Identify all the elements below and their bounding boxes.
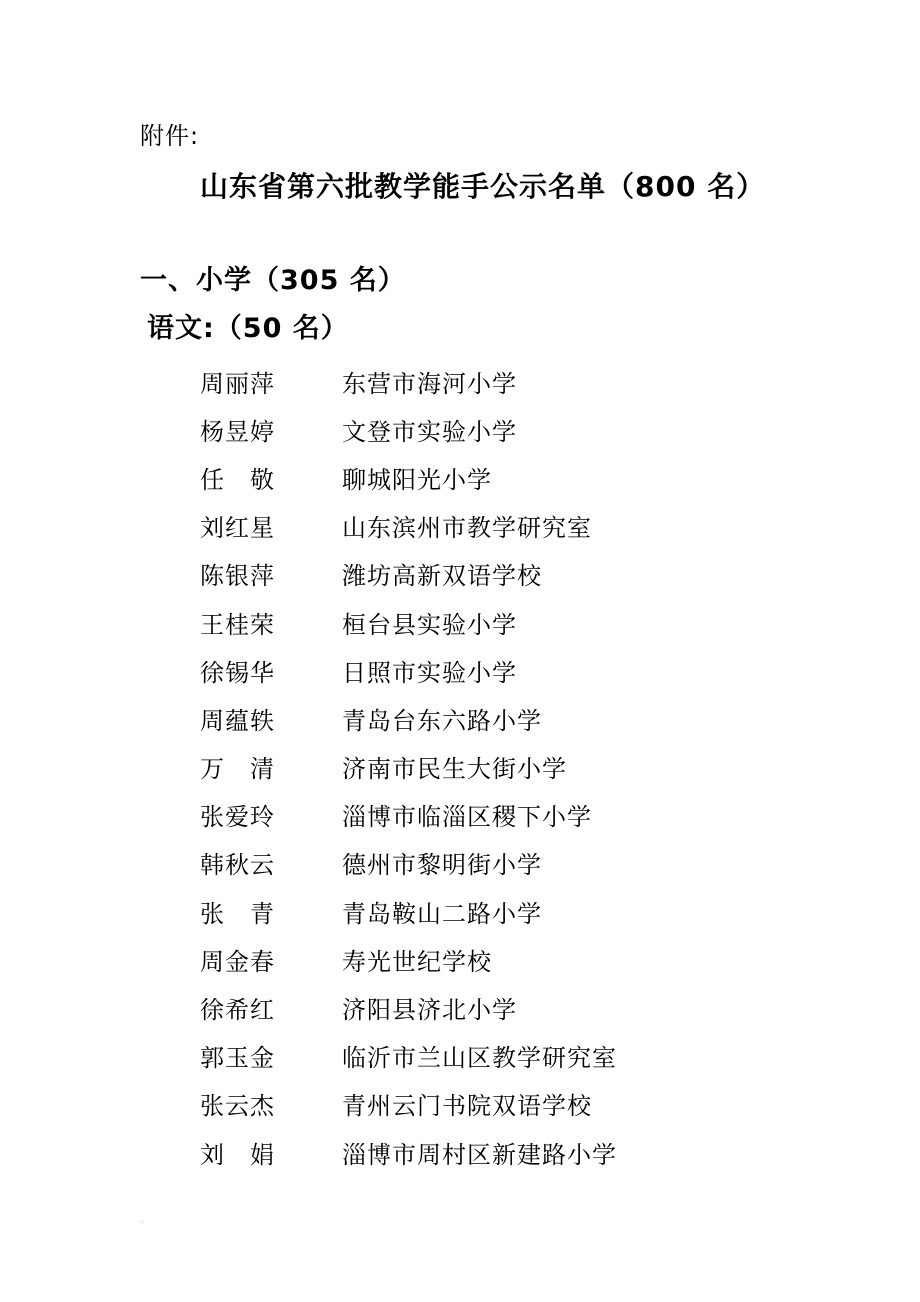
document-title: 山东省第六批教学能手公示名单（800 名） [200,170,766,203]
roster-row [200,550,840,598]
roster-row [200,1032,840,1080]
school-name: 淄博市周村区新建路小学 [342,1140,617,1169]
roster-row [200,646,840,694]
roster-row [200,453,840,501]
school-name: 日照市实验小学 [342,658,517,687]
page-mark [140,1220,144,1224]
school-name: 文登市实验小学 [342,417,517,446]
teacher-name: 徐锡华 [200,658,275,687]
school-name: 山东滨州市教学研究室 [342,514,592,543]
school-name: 济南市民生大街小学 [342,755,567,784]
school-name: 潍坊高新双语学校 [342,562,542,591]
school-name: 东营市海河小学 [342,369,517,398]
roster-row [200,1080,840,1128]
school-name: 淄博市临淄区稷下小学 [342,803,592,832]
teacher-name: 刘 娟 [200,1140,275,1169]
teacher-name: 万 清 [200,755,275,784]
school-name: 济阳县济北小学 [342,996,517,1025]
school-name: 青岛台东六路小学 [342,706,542,735]
teacher-name: 任 敬 [200,465,275,494]
roster-row [200,598,840,646]
roster-row [200,839,840,887]
roster-row [200,887,840,935]
roster-row [200,405,840,453]
teacher-name: 周丽萍 [200,369,275,398]
attachment-label: 附件: [140,122,200,150]
teacher-name: 张 青 [200,899,275,928]
roster-row [200,743,840,791]
roster-row [200,1128,840,1176]
teacher-name: 郭玉金 [200,1044,275,1073]
roster-row [200,694,840,742]
school-name: 青岛鞍山二路小学 [342,899,542,928]
teacher-name: 王桂荣 [200,610,275,639]
teacher-name: 徐希红 [200,996,275,1025]
teacher-name: 杨昱婷 [200,417,275,446]
teacher-name: 刘红星 [200,514,275,543]
teacher-roster [200,357,840,1176]
school-name: 青州云门书院双语学校 [342,1092,592,1121]
teacher-name: 周蕴轶 [200,706,275,735]
teacher-name: 张爱玲 [200,803,275,832]
subject-heading-chinese: 语文:（50 名） [147,313,349,344]
school-name: 寿光世纪学校 [342,947,492,976]
roster-row [200,502,840,550]
teacher-name: 周金春 [200,947,275,976]
teacher-name: 陈银萍 [200,562,275,591]
roster-row [200,935,840,983]
roster-row [200,357,840,405]
roster-row [200,791,840,839]
section-heading-primary-school: 一、小学（305 名） [140,265,406,296]
school-name: 桓台县实验小学 [342,610,517,639]
school-name: 聊城阳光小学 [342,465,492,494]
teacher-name: 韩秋云 [200,851,275,880]
roster-row [200,983,840,1031]
school-name: 临沂市兰山区教学研究室 [342,1044,617,1073]
teacher-name: 张云杰 [200,1092,275,1121]
school-name: 德州市黎明街小学 [342,851,542,880]
